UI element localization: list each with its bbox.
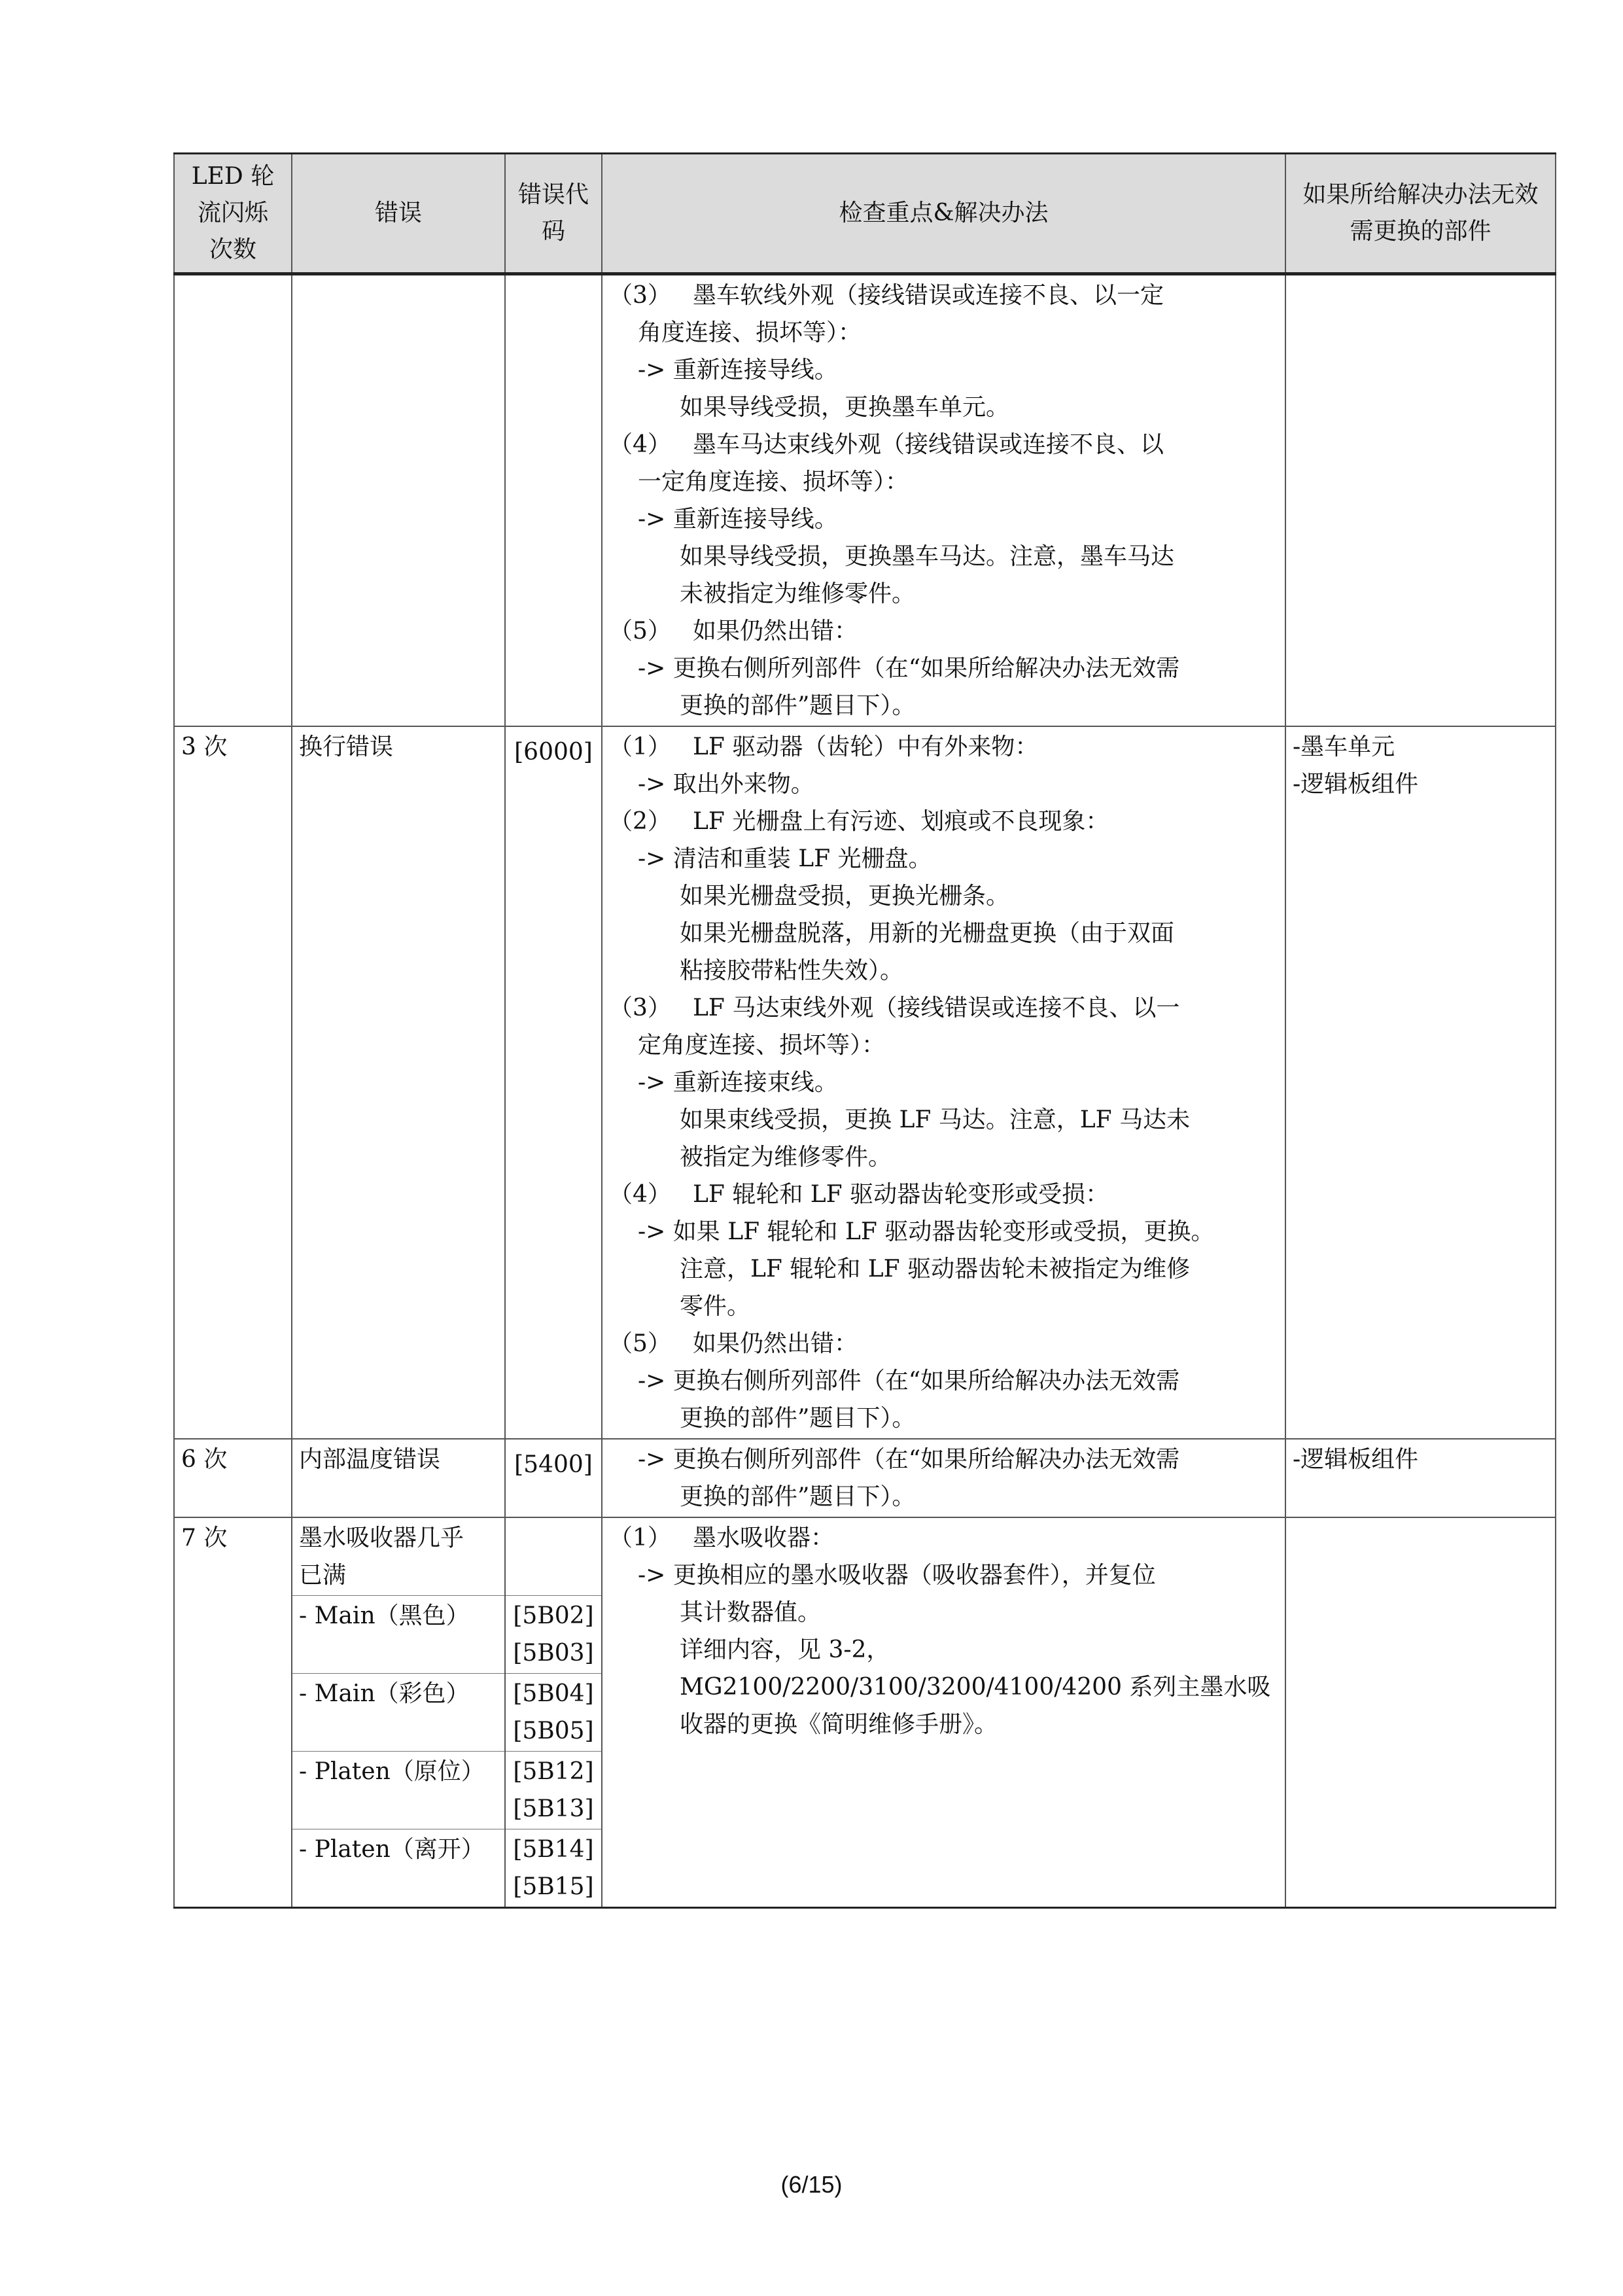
table-row-ink-absorber xyxy=(174,1517,1556,1596)
step-number: （4） xyxy=(609,431,671,458)
cell-check xyxy=(602,1517,1285,1908)
cell-parts: -墨车单元 -逻辑板组件 xyxy=(1285,726,1556,1439)
step-number: （3） xyxy=(609,282,671,309)
subrow-code: [5B12] [5B13] xyxy=(505,1752,602,1829)
detail-line: 粘接胶带粘性失效）。 xyxy=(680,957,904,984)
action-line: -> 重新连接导线。 xyxy=(638,506,838,533)
action-line: -> 如果 LF 辊轮和 LF 驱动器齿轮变形或受损，更换。 xyxy=(638,1218,1215,1245)
action-line: -> 更换右侧所列部件（在“如果所给解决办法无效需 xyxy=(638,1446,1180,1473)
detail-line: 如果导线受损，更换墨车单元。 xyxy=(680,394,1010,421)
header-led-count: LED 轮 流闪烁 次数 xyxy=(174,154,292,274)
detail-line: 其计数器值。 xyxy=(680,1599,822,1626)
subrow-name: - Main（黑色） xyxy=(292,1596,505,1674)
table-row-temperature-error xyxy=(174,1439,1556,1517)
subrow-code: [5B02] [5B03] xyxy=(505,1596,602,1674)
detail-line: MG2100/2200/3100/3200/4100/4200 系列主墨水吸 xyxy=(680,1674,1271,1701)
subrow-name: - Platen（离开） xyxy=(292,1829,505,1908)
cell-parts: -逻辑板组件 xyxy=(1285,1439,1556,1517)
action-line: -> 更换右侧所列部件（在“如果所给解决办法无效需 xyxy=(638,655,1180,682)
action-line: -> 重新连接束线。 xyxy=(638,1069,838,1096)
cell-code xyxy=(505,274,602,727)
subrow-name: - Main（彩色） xyxy=(292,1674,505,1752)
header-error-code: 错误代 码 xyxy=(505,154,602,274)
step-text: 如果仍然出错： xyxy=(693,618,858,645)
detail-line: 被指定为维修零件。 xyxy=(680,1144,892,1171)
step-text: 墨水吸收器： xyxy=(693,1525,835,1551)
check-step xyxy=(609,277,1278,314)
subrow-code: [5B14] [5B15] xyxy=(505,1829,602,1908)
step-text: 墨车软线外观（接线错误或连接不良、以一定 xyxy=(693,282,1164,309)
detail-line: 更换的部件”题目下）。 xyxy=(680,1483,916,1510)
table-row-continued xyxy=(174,274,1556,727)
detail-line: 如果束线受损，更换 LF 马达。注意，LF 马达未 xyxy=(680,1106,1191,1133)
step-text-continued: 角度连接、损坏等）： xyxy=(638,319,862,346)
step-text-continued: 一定角度连接、损坏等）： xyxy=(638,468,909,495)
step-text: LF 辊轮和 LF 驱动器齿轮变形或受损： xyxy=(693,1181,1109,1208)
header-check-solution: 检查重点&解决办法 xyxy=(602,154,1285,274)
cell-parts xyxy=(1285,274,1556,727)
step-number: （1） xyxy=(609,733,671,760)
cell-led: 6 次 xyxy=(174,1439,292,1517)
step-text: LF 马达束线外观（接线错误或连接不良、以一 xyxy=(693,995,1180,1021)
step-number: （4） xyxy=(609,1181,671,1208)
check-step xyxy=(609,426,1278,463)
step-number: （1） xyxy=(609,1525,671,1551)
step-text: 墨车马达束线外观（接线错误或连接不良、以 xyxy=(693,431,1164,458)
action-line: -> 更换相应的墨水吸收器（吸收器套件），并复位 xyxy=(638,1562,1156,1589)
error-table xyxy=(173,152,1556,1909)
step-number: （3） xyxy=(609,995,671,1021)
step-text-continued: 定角度连接、损坏等）： xyxy=(638,1032,886,1059)
cell-code xyxy=(505,1517,602,1596)
subrow-code: [5B04] [5B05] xyxy=(505,1674,602,1752)
cell-error xyxy=(292,274,505,727)
detail-line: 注意，LF 辊轮和 LF 驱动器齿轮未被指定为维修 xyxy=(680,1256,1191,1282)
step-number: （5） xyxy=(609,1330,671,1357)
header-error: 错误 xyxy=(292,154,505,274)
check-step xyxy=(609,612,1278,650)
action-line: -> 重新连接导线。 xyxy=(638,357,838,383)
cell-check xyxy=(602,726,1285,1439)
detail-line: 更换的部件”题目下）。 xyxy=(680,692,916,719)
action-line: -> 清洁和重装 LF 光栅盘。 xyxy=(638,845,932,872)
cell-led: 7 次 xyxy=(174,1517,292,1908)
cell-code: [5400] xyxy=(505,1439,602,1517)
action-line: -> 更换右侧所列部件（在“如果所给解决办法无效需 xyxy=(638,1368,1180,1394)
cell-parts xyxy=(1285,1517,1556,1908)
detail-line: 如果光栅盘受损，更换光栅条。 xyxy=(680,883,1010,910)
cell-check xyxy=(602,1439,1285,1517)
subrow-name: - Platen（原位） xyxy=(292,1752,505,1829)
check-step xyxy=(609,1325,1278,1362)
detail-line: 更换的部件”题目下）。 xyxy=(680,1405,916,1432)
step-number: （2） xyxy=(609,808,671,835)
check-step xyxy=(609,989,1278,1027)
detail-line: 收器的更换《简明维修手册》。 xyxy=(680,1711,998,1738)
page-number: (6/15) xyxy=(780,2171,843,2198)
check-step xyxy=(609,1519,1278,1557)
step-text: LF 光栅盘上有污迹、划痕或不良现象： xyxy=(693,808,1109,835)
cell-led: 3 次 xyxy=(174,726,292,1439)
check-step xyxy=(609,728,1278,766)
cell-code: [6000] xyxy=(505,726,602,1439)
check-step xyxy=(609,1176,1278,1213)
step-number: （5） xyxy=(609,618,671,645)
cell-check xyxy=(602,274,1285,727)
header-replacement-parts: 如果所给解决办法无效 需更换的部件 xyxy=(1285,154,1556,274)
step-text: 如果仍然出错： xyxy=(693,1330,858,1357)
detail-line: 如果导线受损，更换墨车马达。注意，墨车马达 xyxy=(680,543,1175,570)
cell-error: 墨水吸收器几乎 已满 xyxy=(292,1517,505,1596)
check-step xyxy=(609,803,1278,840)
detail-line: 零件。 xyxy=(680,1293,751,1320)
cell-led xyxy=(174,274,292,727)
cell-error: 换行错误 xyxy=(292,726,505,1439)
table-row-line-feed-error xyxy=(174,726,1556,1439)
detail-line: 如果光栅盘脱落，用新的光栅盘更换（由于双面 xyxy=(680,920,1175,947)
detail-line: 未被指定为维修零件。 xyxy=(680,580,916,607)
action-line: -> 取出外来物。 xyxy=(638,771,814,798)
detail-line: 详细内容，见 3-2， xyxy=(680,1636,890,1663)
step-text: LF 驱动器（齿轮）中有外来物： xyxy=(693,733,1039,760)
cell-error: 内部温度错误 xyxy=(292,1439,505,1517)
table-header-row xyxy=(174,154,1556,274)
